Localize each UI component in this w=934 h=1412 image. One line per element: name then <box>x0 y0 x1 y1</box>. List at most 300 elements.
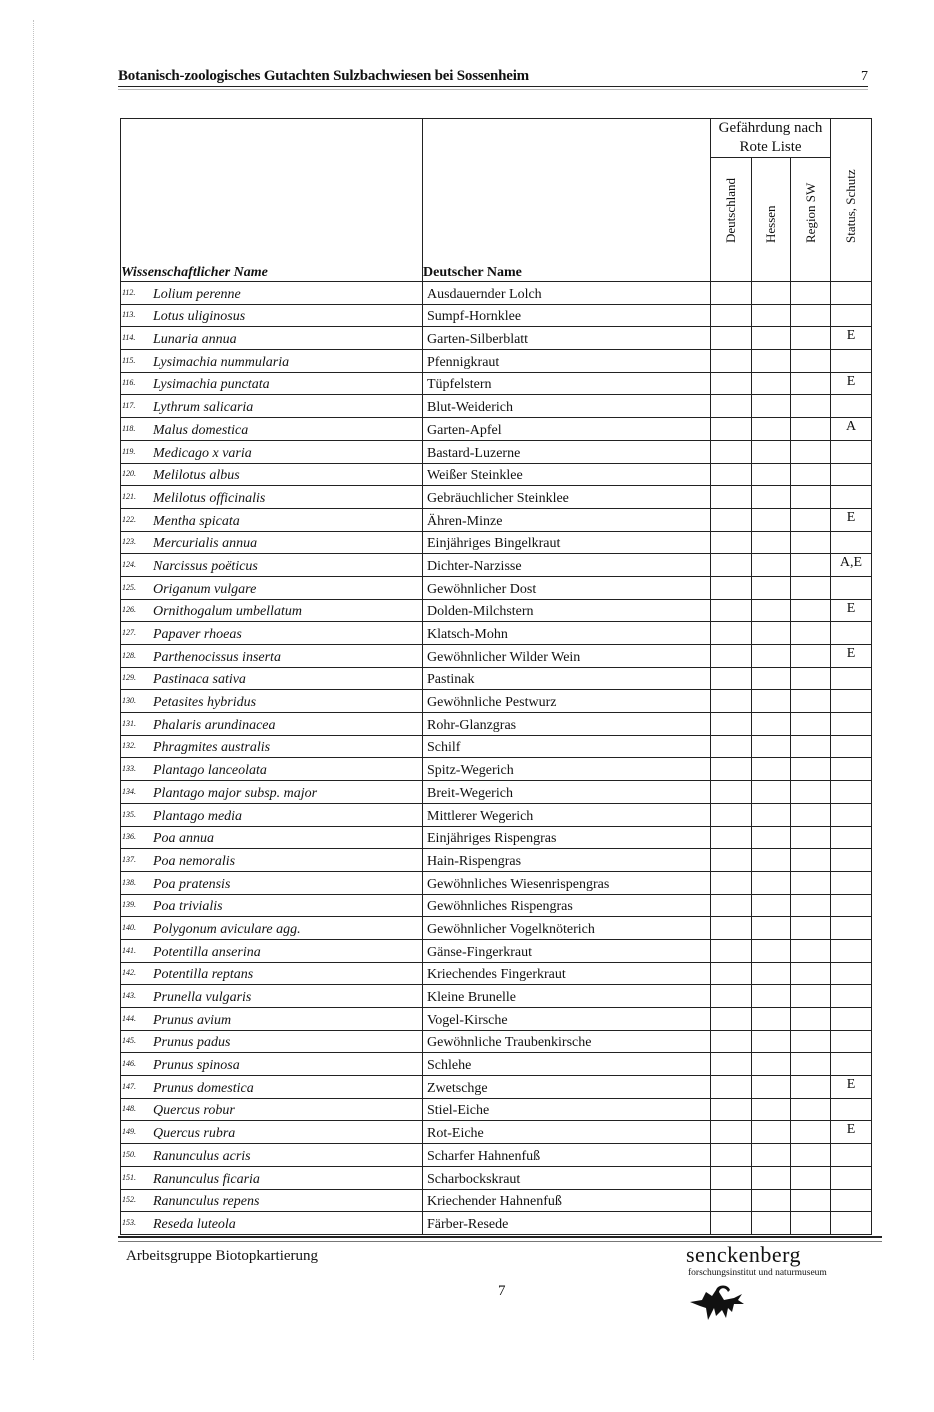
column-header-german-name-label: Deutscher Name <box>423 265 522 280</box>
status-cell <box>831 1166 872 1189</box>
region-sw-cell <box>791 1144 831 1167</box>
status-cell <box>831 758 872 781</box>
german-name-cell: Klatsch-Mohn <box>423 622 711 645</box>
scientific-name: Quercus rubra <box>153 1126 236 1142</box>
status-cell <box>831 1008 872 1031</box>
row-number: 135. <box>122 809 136 819</box>
dinosaur-logo-icon <box>688 1282 750 1322</box>
scientific-name: Plantago media <box>153 808 243 824</box>
scientific-name-cell <box>121 985 423 1008</box>
region-sw-cell <box>791 962 831 985</box>
german-name-cell: Gänse-Fingerkraut <box>423 939 711 962</box>
table-row <box>121 962 872 985</box>
column-header-region-sw <box>791 158 831 282</box>
hessen-cell <box>752 463 791 486</box>
region-sw-cell <box>791 599 831 622</box>
table-row <box>121 282 872 305</box>
status-cell <box>831 917 872 940</box>
hessen-cell <box>752 781 791 804</box>
german-name-cell: Gewöhnliche Traubenkirsche <box>423 1030 711 1053</box>
row-number: 148. <box>122 1104 136 1114</box>
hessen-cell <box>752 1121 791 1144</box>
column-header-scientific-name-label: Wissenschaftlicher Name <box>121 265 268 280</box>
scientific-name: Parthenocissus inserta <box>153 649 281 665</box>
deutschland-cell <box>711 667 752 690</box>
row-number: 122. <box>122 514 136 524</box>
german-name-cell: Kleine Brunelle <box>423 985 711 1008</box>
german-name-cell: Gewöhnliches Rispengras <box>423 894 711 917</box>
hessen-cell <box>752 667 791 690</box>
row-number: 134. <box>122 786 136 796</box>
region-sw-cell <box>791 463 831 486</box>
hessen-cell <box>752 372 791 395</box>
table-row <box>121 894 872 917</box>
column-header-deutschland-label: Deutschland <box>723 178 738 243</box>
row-number: 117. <box>122 401 136 411</box>
region-sw-cell <box>791 1008 831 1031</box>
scientific-name-cell <box>121 508 423 531</box>
status-cell <box>831 304 872 327</box>
status-cell: E <box>831 645 872 668</box>
hessen-cell <box>752 962 791 985</box>
scientific-name: Papaver rhoeas <box>153 627 242 642</box>
german-name-cell: Pfennigkraut <box>423 350 711 373</box>
status-cell <box>831 395 872 418</box>
row-number: 142. <box>122 968 136 978</box>
region-sw-cell <box>791 826 831 849</box>
scientific-name-cell <box>121 350 423 373</box>
scientific-name-cell <box>121 826 423 849</box>
deutschland-cell <box>711 531 752 554</box>
region-sw-cell <box>791 372 831 395</box>
region-sw-cell <box>791 667 831 690</box>
deutschland-cell <box>711 304 752 327</box>
status-cell <box>831 962 872 985</box>
table-row <box>121 440 872 463</box>
deutschland-cell <box>711 486 752 509</box>
scientific-name: Poa pratensis <box>153 876 231 892</box>
scientific-name: Petasites hybridus <box>153 695 257 711</box>
status-cell: E <box>831 372 872 395</box>
table-row <box>121 917 872 940</box>
table-row <box>121 645 872 668</box>
hessen-cell <box>752 440 791 463</box>
scientific-name-cell <box>121 1098 423 1121</box>
scientific-name-cell <box>121 282 423 305</box>
hessen-cell <box>752 350 791 373</box>
table-row <box>121 849 872 872</box>
row-number: 128. <box>122 650 136 660</box>
scientific-name: Potentilla anserina <box>153 944 261 960</box>
german-name-cell: Kriechendes Fingerkraut <box>423 962 711 985</box>
region-sw-cell <box>791 1098 831 1121</box>
region-sw-cell <box>791 690 831 713</box>
row-number: 113. <box>122 310 136 320</box>
german-name-cell: Mittlerer Wegerich <box>423 803 711 826</box>
deutschland-cell <box>711 871 752 894</box>
region-sw-cell <box>791 758 831 781</box>
hessen-cell <box>752 508 791 531</box>
deutschland-cell <box>711 735 752 758</box>
hessen-cell <box>752 418 791 441</box>
status-cell <box>831 440 872 463</box>
status-cell <box>831 667 872 690</box>
table-row <box>121 486 872 509</box>
region-sw-cell <box>791 350 831 373</box>
hessen-cell <box>752 917 791 940</box>
deutschland-cell <box>711 395 752 418</box>
scientific-name-cell <box>121 645 423 668</box>
region-sw-cell <box>791 304 831 327</box>
scientific-name: Prunella vulgaris <box>153 990 252 1005</box>
status-cell <box>831 781 872 804</box>
hessen-cell <box>752 1098 791 1121</box>
scientific-name: Lotus uliginosus <box>153 309 246 325</box>
german-name-cell: Rohr-Glanzgras <box>423 713 711 736</box>
german-name-cell: Gewöhnlicher Dost <box>423 576 711 599</box>
scientific-name-cell <box>121 1144 423 1167</box>
scientific-name: Lunaria annua <box>153 332 237 348</box>
scientific-name: Melilotus officinalis <box>153 490 266 506</box>
german-name-cell: Gewöhnliches Wiesenrispengras <box>423 871 711 894</box>
status-cell: A <box>831 418 872 441</box>
deutschland-cell <box>711 803 752 826</box>
scientific-name-cell <box>121 418 423 441</box>
hessen-cell <box>752 1144 791 1167</box>
row-number: 120. <box>122 469 136 479</box>
german-name-cell: Blut-Weiderich <box>423 395 711 418</box>
deutschland-cell <box>711 1053 752 1076</box>
status-cell <box>831 531 872 554</box>
status-cell <box>831 735 872 758</box>
scientific-name: Prunus spinosa <box>153 1058 240 1074</box>
scientific-name: Plantago major subsp. major <box>153 785 318 801</box>
german-name-cell: Dichter-Narzisse <box>423 554 711 577</box>
row-number: 138. <box>122 877 136 887</box>
row-number: 132. <box>122 741 136 751</box>
scientific-name: Phalaris arundinacea <box>153 717 276 733</box>
german-name-cell: Rot-Eiche <box>423 1121 711 1144</box>
hessen-cell <box>752 871 791 894</box>
hessen-cell <box>752 622 791 645</box>
german-name-cell: Spitz-Wegerich <box>423 758 711 781</box>
german-name-cell: Hain-Rispengras <box>423 849 711 872</box>
hessen-cell <box>752 282 791 305</box>
status-cell <box>831 1189 872 1212</box>
region-sw-cell <box>791 622 831 645</box>
status-cell <box>831 871 872 894</box>
region-sw-cell <box>791 1189 831 1212</box>
scientific-name: Pastinaca sativa <box>153 672 246 688</box>
region-sw-cell <box>791 1121 831 1144</box>
scientific-name: Lythrum salicaria <box>153 400 254 416</box>
hessen-cell <box>752 327 791 350</box>
table-row <box>121 418 872 441</box>
row-number: 149. <box>122 1127 136 1137</box>
scientific-name: Malus domestica <box>153 422 249 438</box>
column-header-region-sw-label: Region SW <box>802 182 818 243</box>
german-name-cell: Einjähriges Rispengras <box>423 826 711 849</box>
row-number: 119. <box>122 446 136 456</box>
status-cell <box>831 713 872 736</box>
scientific-name: Plantago lanceolata <box>153 763 267 779</box>
row-number: 115. <box>122 355 136 365</box>
row-number: 125. <box>122 582 136 592</box>
status-cell <box>831 576 872 599</box>
scientific-name-cell <box>121 622 423 645</box>
status-cell: E <box>831 327 872 350</box>
scientific-name: Prunus padus <box>153 1035 231 1051</box>
row-number: 137. <box>122 854 136 864</box>
region-sw-cell <box>791 939 831 962</box>
deutschland-cell <box>711 1144 752 1167</box>
german-name-cell: Gewöhnlicher Wilder Wein <box>423 645 711 668</box>
row-number: 126. <box>122 605 136 615</box>
region-sw-cell <box>791 781 831 804</box>
scientific-name-cell <box>121 939 423 962</box>
status-cell: E <box>831 599 872 622</box>
region-sw-cell <box>791 735 831 758</box>
row-number: 147. <box>122 1081 136 1091</box>
scientific-name-cell <box>121 599 423 622</box>
scientific-name-cell <box>121 327 423 350</box>
scientific-name-cell <box>121 486 423 509</box>
deutschland-cell <box>711 1121 752 1144</box>
scientific-name-cell <box>121 395 423 418</box>
table-row <box>121 395 872 418</box>
hessen-cell <box>752 1008 791 1031</box>
status-cell <box>831 1098 872 1121</box>
scientific-name-cell <box>121 1166 423 1189</box>
table-row <box>121 871 872 894</box>
table-row <box>121 985 872 1008</box>
row-number: 116. <box>122 378 136 388</box>
deutschland-cell <box>711 350 752 373</box>
scientific-name: Narcissus poëticus <box>153 558 258 574</box>
region-sw-cell <box>791 1030 831 1053</box>
region-sw-cell <box>791 849 831 872</box>
scientific-name-cell <box>121 1008 423 1031</box>
status-cell <box>831 463 872 486</box>
german-name-cell: Sumpf-Hornklee <box>423 304 711 327</box>
scientific-name: Mentha spicata <box>153 513 240 529</box>
german-name-cell: Weißer Steinklee <box>423 463 711 486</box>
german-name-cell: Tüpfelstern <box>423 372 711 395</box>
deutschland-cell <box>711 713 752 736</box>
hessen-cell <box>752 645 791 668</box>
german-name-cell: Schilf <box>423 735 711 758</box>
hessen-cell <box>752 758 791 781</box>
scientific-name-cell <box>121 962 423 985</box>
scientific-name-cell <box>121 735 423 758</box>
german-name-cell: Gebräuchlicher Steinklee <box>423 486 711 509</box>
deutschland-cell <box>711 1008 752 1031</box>
table-row <box>121 1189 872 1212</box>
page-header <box>118 64 868 87</box>
german-name-cell: Garten-Silberblatt <box>423 327 711 350</box>
header-page-number: 7 <box>861 69 868 84</box>
header-rule <box>118 89 868 90</box>
scientific-name: Ranunculus acris <box>153 1148 251 1164</box>
german-name-cell: Stiel-Eiche <box>423 1098 711 1121</box>
deutschland-cell <box>711 849 752 872</box>
scientific-name: Quercus robur <box>153 1103 235 1119</box>
row-number: 150. <box>122 1149 136 1159</box>
region-sw-cell <box>791 1053 831 1076</box>
row-number: 144. <box>122 1013 136 1023</box>
row-number: 133. <box>122 764 136 774</box>
row-number: 143. <box>122 991 136 1000</box>
table-row <box>121 350 872 373</box>
row-number: 131. <box>122 718 136 728</box>
hessen-cell <box>752 1053 791 1076</box>
column-header-scientific-name <box>121 119 423 282</box>
scientific-name-cell <box>121 758 423 781</box>
region-sw-cell <box>791 282 831 305</box>
row-number: 112. <box>122 287 136 297</box>
table-row <box>121 803 872 826</box>
row-number: 141. <box>122 945 136 955</box>
german-name-cell: Pastinak <box>423 667 711 690</box>
scientific-name: Ranunculus repens <box>153 1194 260 1210</box>
status-cell: E <box>831 508 872 531</box>
german-name-cell: Gewöhnliche Pestwurz <box>423 690 711 713</box>
deutschland-cell <box>711 418 752 441</box>
column-group-red-list: Gefährdung nach Rote Liste <box>711 119 831 158</box>
hessen-cell <box>752 486 791 509</box>
region-sw-cell <box>791 713 831 736</box>
status-cell <box>831 282 872 305</box>
table-row <box>121 508 872 531</box>
table-row <box>121 1008 872 1031</box>
table-row <box>121 713 872 736</box>
german-name-cell: Bastard-Luzerne <box>423 440 711 463</box>
row-number: 130. <box>122 696 136 706</box>
region-sw-cell <box>791 531 831 554</box>
row-number: 145. <box>122 1036 136 1046</box>
region-sw-cell <box>791 508 831 531</box>
scientific-name-cell <box>121 894 423 917</box>
deutschland-cell <box>711 327 752 350</box>
status-cell <box>831 622 872 645</box>
deutschland-cell <box>711 599 752 622</box>
deutschland-cell <box>711 1166 752 1189</box>
deutschland-cell <box>711 1076 752 1099</box>
table-row <box>121 463 872 486</box>
scientific-name-cell <box>121 667 423 690</box>
deutschland-cell <box>711 645 752 668</box>
scientific-name-cell <box>121 1121 423 1144</box>
scientific-name-cell <box>121 1053 423 1076</box>
table-row <box>121 1166 872 1189</box>
page-footer <box>118 1236 882 1299</box>
region-sw-cell <box>791 1076 831 1099</box>
hessen-cell <box>752 985 791 1008</box>
scientific-name: Polygonum aviculare agg. <box>153 921 301 937</box>
scientific-name-cell <box>121 440 423 463</box>
region-sw-cell <box>791 1166 831 1189</box>
deutschland-cell <box>711 758 752 781</box>
table-row <box>121 690 872 713</box>
column-header-deutschland <box>711 158 752 282</box>
deutschland-cell <box>711 440 752 463</box>
scientific-name: Lysimachia punctata <box>153 377 270 393</box>
column-header-hessen-label: Hessen <box>763 205 778 243</box>
row-number: 123. <box>122 537 136 547</box>
deutschland-cell <box>711 554 752 577</box>
status-cell <box>831 690 872 713</box>
german-name-cell: Vogel-Kirsche <box>423 1008 711 1031</box>
scientific-name: Lysimachia nummularia <box>153 354 290 370</box>
table-row <box>121 599 872 622</box>
table-row <box>121 531 872 554</box>
german-name-cell: Zwetschge <box>423 1076 711 1099</box>
footer-page-number: 7 <box>498 1283 506 1299</box>
scientific-name-cell <box>121 372 423 395</box>
table-row <box>121 781 872 804</box>
hessen-cell <box>752 531 791 554</box>
column-header-status <box>831 119 872 282</box>
status-cell: A,E <box>831 554 872 577</box>
hessen-cell <box>752 1166 791 1189</box>
deutschland-cell <box>711 372 752 395</box>
deutschland-cell <box>711 1030 752 1053</box>
hessen-cell <box>752 939 791 962</box>
hessen-cell <box>752 1212 791 1235</box>
german-name-cell: Ausdauernder Lolch <box>423 282 711 305</box>
status-cell <box>831 803 872 826</box>
german-name-cell: Dolden-Milchstern <box>423 599 711 622</box>
status-cell: E <box>831 1076 872 1099</box>
row-number: 151. <box>122 1172 136 1182</box>
scientific-name: Melilotus albus <box>153 468 240 484</box>
table-row <box>121 1076 872 1099</box>
table-row <box>121 1144 872 1167</box>
german-name-cell: Schlehe <box>423 1053 711 1076</box>
hessen-cell <box>752 826 791 849</box>
region-sw-cell <box>791 486 831 509</box>
scientific-name-cell <box>121 871 423 894</box>
table-row <box>121 939 872 962</box>
hessen-cell <box>752 1189 791 1212</box>
status-cell <box>831 350 872 373</box>
status-cell <box>831 894 872 917</box>
scientific-name-cell <box>121 554 423 577</box>
scientific-name-cell <box>121 576 423 599</box>
table-row <box>121 554 872 577</box>
hessen-cell <box>752 690 791 713</box>
scientific-name: Poa nemoralis <box>153 853 236 869</box>
scan-edge-artifact <box>33 20 35 1360</box>
hessen-cell <box>752 803 791 826</box>
german-name-cell: Einjähriges Bingelkraut <box>423 531 711 554</box>
hessen-cell <box>752 849 791 872</box>
column-header-hessen <box>752 158 791 282</box>
region-sw-cell <box>791 576 831 599</box>
deutschland-cell <box>711 282 752 305</box>
deutschland-cell <box>711 576 752 599</box>
hessen-cell <box>752 1030 791 1053</box>
region-sw-cell <box>791 554 831 577</box>
scientific-name-cell <box>121 1212 423 1235</box>
table-row <box>121 622 872 645</box>
table-row <box>121 1212 872 1235</box>
german-name-cell: Kriechender Hahnenfuß <box>423 1189 711 1212</box>
table-row <box>121 1121 872 1144</box>
document-title: Botanisch-zoologisches Gutachten Sulzbachwiesen bei Sossenheim <box>118 68 529 84</box>
brand-name: senckenberg <box>686 1242 802 1267</box>
scientific-name: Mercurialis annua <box>153 536 258 552</box>
